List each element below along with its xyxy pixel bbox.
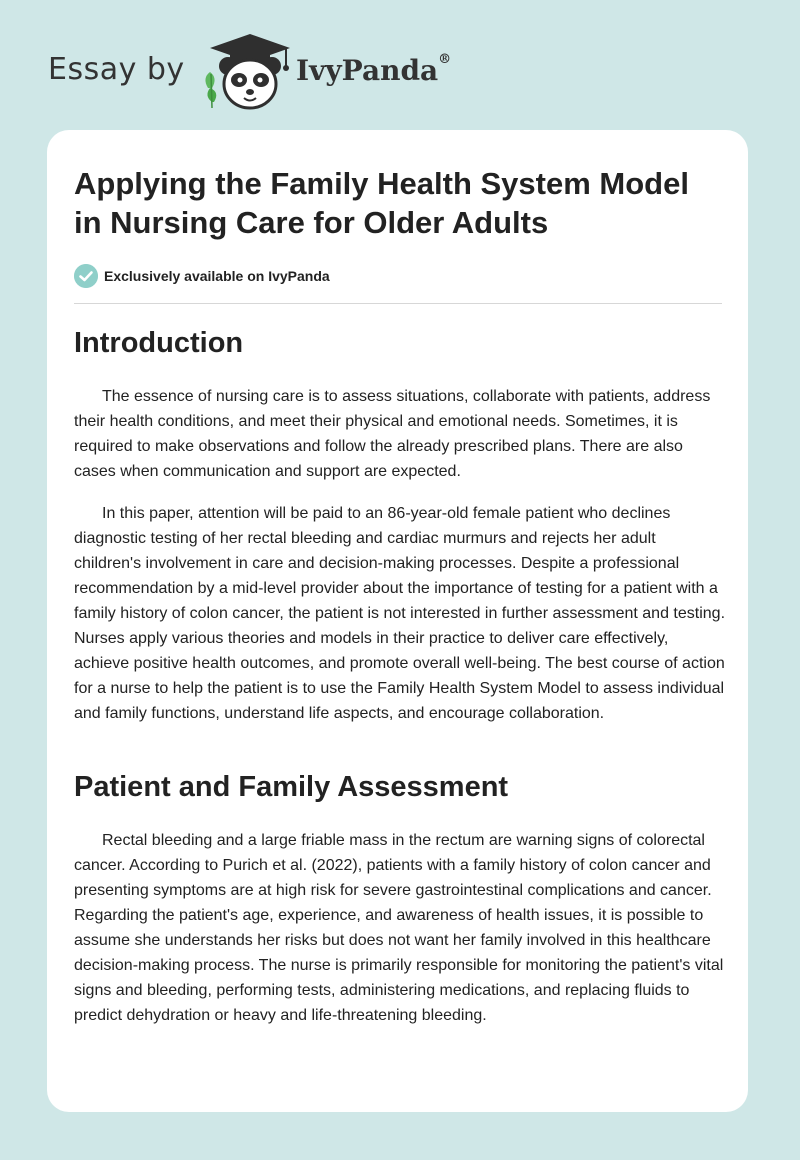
essay-card — [47, 130, 748, 1112]
essay-by-label: Essay by — [48, 52, 185, 87]
brand-name[interactable]: IvyPanda® — [296, 52, 452, 87]
title-divider — [74, 303, 722, 304]
exclusive-label: Exclusively available on IvyPanda — [104, 268, 330, 284]
exclusive-badge — [74, 263, 330, 289]
paragraph: The essence of nursing care is to assess situations, collaborate with patients, address their health conditions, and meet their physical and emotional needs. Sometimes, it is required to make observations and follow the already prescribed plans. There are also cases when communication and support are expected. — [74, 388, 711, 480]
paragraph: Rectal bleeding and a large friable mass in the rectum are warning signs of colorectal cancer. According to Purich et al. (2022), patients with a family history of colon cancer and presenting symptoms are at high risk for severe gastrointestinal complications and cancer. Regarding the patient's age, experience, and awareness of health issues, it is possible to assume she understands her risks but does not want her family involved in this healthcare decision-making process. The nurse is primarily responsible for monitoring the patient's vital signs and bleeding, performing tests, administering medications, and replacing fluids to predict dehydration or heavy and life-threatening bleeding. — [74, 832, 724, 1024]
check-circle-icon — [74, 264, 98, 288]
site-header — [0, 0, 800, 130]
registered-mark: ® — [438, 52, 452, 67]
section-heading-introduction: Introduction — [74, 327, 244, 359]
panda-graduate-icon[interactable] — [200, 32, 296, 112]
page-title: Applying the Family Health System Model in Nursing Care for Older Adults — [74, 166, 689, 240]
paragraph: In this paper, attention will be paid to an 86-year-old female patient who declines diagnostic testing of her rectal bleeding and cardiac murmurs and rejects her adult children's involvement in care and decision-making processes. Despite a professional recommendation by a mid-level provider about the importance of testing for a patient with a family history of colon cancer, the patient is not interested in further assessment and testing. Nurses apply various theories and models in their practice to deliver care effectively, achieve positive health outcomes, and promote overall well-being. The best course of action for a nurse to help the patient is to use the Family Health System Model to assess individual and family functions, understand life aspects, and encourage collaboration. — [74, 505, 726, 722]
section-heading-patient-family-assessment: Patient and Family Assessment — [74, 771, 509, 803]
